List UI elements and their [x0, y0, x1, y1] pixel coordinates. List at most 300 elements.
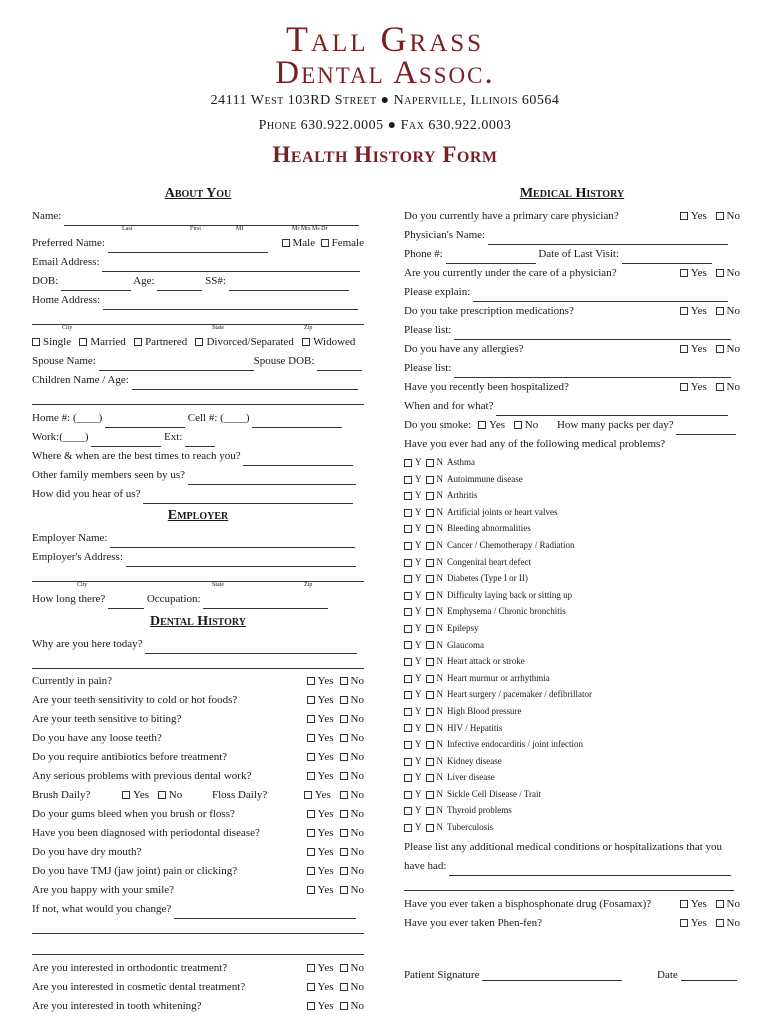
packs-field[interactable]	[676, 422, 736, 435]
condition-no-checkbox[interactable]	[426, 575, 434, 583]
condition-yes-checkbox[interactable]	[404, 476, 412, 484]
title-sublabel: Mr Mrs Ms Dr	[292, 226, 328, 232]
condition-no-checkbox[interactable]	[426, 708, 434, 716]
interest-1-no-checkbox[interactable]	[340, 983, 348, 991]
age-label: Age:	[133, 275, 155, 287]
condition-no-checkbox[interactable]	[426, 559, 434, 567]
additional-line2[interactable]	[404, 876, 734, 891]
primary-no-checkbox[interactable]	[716, 212, 724, 220]
condition-label: Heart murmur or arrhythmia	[447, 672, 550, 683]
condition-row	[404, 769, 740, 786]
dental-q1-options	[307, 691, 364, 710]
dental-q4-question-row	[32, 748, 364, 767]
change-field[interactable]	[174, 906, 356, 919]
widowed-label: Widowed	[313, 336, 356, 348]
condition-no-checkbox[interactable]	[426, 675, 434, 683]
dental-history-heading: Dental History	[149, 614, 247, 629]
marital-row	[32, 333, 364, 352]
medications-yes-checkbox[interactable]	[680, 307, 688, 315]
dental-q2-1-yes-checkbox[interactable]	[307, 829, 315, 837]
condition-label: Diabetes (Type I or II)	[447, 573, 528, 584]
ext-field[interactable]	[185, 434, 215, 447]
children-field[interactable]	[132, 377, 358, 390]
allergies-no-label: No	[726, 343, 740, 355]
hospitalized-yes-checkbox[interactable]	[680, 383, 688, 391]
floss-no-label: No	[350, 789, 364, 801]
date-field[interactable]	[681, 968, 737, 981]
dental-q3-question-label: Do you have any loose teeth?	[32, 732, 162, 744]
condition-n-label: N	[436, 490, 443, 501]
dental-q5-yes-checkbox[interactable]	[307, 772, 315, 780]
bisphosphonate-yes-checkbox[interactable]	[680, 900, 688, 908]
condition-no-checkbox[interactable]	[426, 658, 434, 666]
condition-y-label: Y	[415, 739, 422, 750]
dental-q2-1-no-checkbox[interactable]	[340, 829, 348, 837]
bisphosphonate-no-checkbox[interactable]	[716, 900, 724, 908]
condition-n-label: N	[436, 689, 443, 700]
condition-yes-checkbox[interactable]	[404, 592, 412, 600]
explain-field[interactable]	[473, 289, 728, 302]
smoke-label: Do you smoke:	[404, 419, 472, 431]
cell-label: Cell #: (____)	[187, 412, 250, 424]
dental-q5-no-label: No	[350, 770, 364, 782]
allergies-list-field[interactable]	[454, 365, 731, 378]
dental-q2-4-yes-checkbox[interactable]	[307, 886, 315, 894]
allergies-label: Do you have any allergies?	[404, 343, 524, 355]
condition-yes-checkbox[interactable]	[404, 608, 412, 616]
condition-row	[404, 736, 740, 753]
brush-options	[122, 786, 182, 805]
condition-yes-checkbox[interactable]	[404, 509, 412, 517]
dental-q1-yes-checkbox[interactable]	[307, 696, 315, 704]
condition-label: Tuberculosis	[447, 822, 494, 833]
single-checkbox[interactable]	[32, 338, 40, 346]
why-here-line2[interactable]	[32, 654, 364, 669]
condition-no-checkbox[interactable]	[426, 774, 434, 782]
allergies-yes-label: Yes	[690, 343, 707, 355]
condition-row	[404, 554, 740, 571]
practice-name-line1: Tall Grass	[285, 19, 485, 59]
dental-q0-no-label: No	[350, 675, 364, 687]
smoke-yes-checkbox[interactable]	[478, 421, 486, 429]
interest-1-yes-checkbox[interactable]	[307, 983, 315, 991]
age-field[interactable]	[157, 278, 202, 291]
condition-yes-checkbox[interactable]	[404, 575, 412, 583]
dental-q3-no-checkbox[interactable]	[340, 734, 348, 742]
employer-name-row	[32, 529, 364, 548]
medications-yes-label: Yes	[690, 305, 707, 317]
female-checkbox[interactable]	[321, 239, 329, 247]
employer-city-sublabel: City	[77, 582, 88, 588]
last-sublabel: Last	[122, 226, 133, 232]
spouse-dob-field[interactable]	[317, 358, 362, 371]
dental-q2-4-yes-label: Yes	[317, 884, 334, 896]
dental-q2-question-row	[32, 710, 364, 729]
condition-no-checkbox[interactable]	[426, 758, 434, 766]
condition-n-label: N	[436, 523, 443, 534]
condition-yes-checkbox[interactable]	[404, 758, 412, 766]
condition-no-checkbox[interactable]	[426, 542, 434, 550]
phenfen-row	[404, 914, 740, 933]
condition-y-label: Y	[415, 473, 422, 484]
condition-row	[404, 487, 740, 504]
divorced-label: Divorced/Separated	[206, 336, 294, 348]
work-field[interactable]	[91, 434, 161, 447]
condition-y-label: Y	[415, 656, 422, 667]
condition-no-checkbox[interactable]	[426, 807, 434, 815]
allergies-row	[404, 340, 740, 359]
physician-phone-row	[404, 245, 740, 264]
phenfen-no-checkbox[interactable]	[716, 919, 724, 927]
interest-2-no-checkbox[interactable]	[340, 1002, 348, 1010]
condition-yes-checkbox[interactable]	[404, 824, 412, 832]
condition-label: High Blood pressure	[447, 705, 522, 716]
condition-yes-checkbox[interactable]	[404, 459, 412, 467]
condition-yes-checkbox[interactable]	[404, 708, 412, 716]
condition-row	[404, 504, 740, 521]
why-here-label: Why are you here today?	[32, 638, 143, 650]
condition-y-label: Y	[415, 822, 422, 833]
phone-row	[32, 409, 364, 428]
physician-phone-field[interactable]	[446, 251, 536, 264]
dental-q2-yes-checkbox[interactable]	[307, 715, 315, 723]
brush-no-checkbox[interactable]	[158, 791, 166, 799]
family-row	[32, 466, 364, 485]
condition-no-checkbox[interactable]	[426, 741, 434, 749]
condition-n-label: N	[436, 722, 443, 733]
dental-q2-2-question-row	[32, 843, 364, 862]
home-address-line2[interactable]	[32, 310, 364, 325]
condition-yes-checkbox[interactable]	[404, 791, 412, 799]
family-field[interactable]	[188, 472, 356, 485]
home-address-sub-labels	[32, 325, 364, 333]
dental-q3-yes-checkbox[interactable]	[307, 734, 315, 742]
dental-q3-no-label: No	[350, 732, 364, 744]
children-label: Children Name / Age:	[32, 374, 129, 386]
condition-no-checkbox[interactable]	[426, 509, 434, 517]
condition-y-label: Y	[415, 622, 422, 633]
condition-y-label: Y	[415, 772, 422, 783]
dental-q2-2-no-label: No	[350, 846, 364, 858]
condition-label: Bleeding abnormalities	[447, 523, 531, 534]
name-field[interactable]	[64, 213, 359, 226]
physician-name-field[interactable]	[488, 232, 728, 245]
city-sublabel: City	[62, 325, 73, 331]
spouse-name-field[interactable]	[99, 358, 254, 371]
primary-care-options	[680, 207, 740, 226]
condition-no-checkbox[interactable]	[426, 625, 434, 633]
last-visit-field[interactable]	[622, 251, 712, 264]
allergies-no-checkbox[interactable]	[716, 345, 724, 353]
employer-address-field[interactable]	[126, 554, 356, 567]
condition-yes-checkbox[interactable]	[404, 641, 412, 649]
spouse-dob-label: Spouse DOB:	[253, 355, 315, 367]
condition-y-label: Y	[415, 606, 422, 617]
signature-label: Patient Signature	[404, 969, 480, 981]
under-care-no-checkbox[interactable]	[716, 269, 724, 277]
under-care-no-label: No	[726, 267, 740, 279]
occupation-label: Occupation:	[146, 593, 201, 605]
condition-row	[404, 686, 740, 703]
cell-field[interactable]	[252, 415, 342, 428]
medications-list-field[interactable]	[454, 327, 731, 340]
condition-no-checkbox[interactable]	[426, 525, 434, 533]
packs-label: How many packs per day?	[556, 419, 674, 431]
condition-yes-checkbox[interactable]	[404, 807, 412, 815]
brush-no-label: No	[168, 789, 183, 801]
condition-label: Thyroid problems	[447, 805, 512, 816]
dental-q2-no-checkbox[interactable]	[340, 715, 348, 723]
condition-no-checkbox[interactable]	[426, 791, 434, 799]
interest-0-yes-label: Yes	[317, 962, 334, 974]
physician-name-row	[404, 226, 740, 245]
allergies-yes-checkbox[interactable]	[680, 345, 688, 353]
dental-q2-0-yes-checkbox[interactable]	[307, 810, 315, 818]
practice-address: 24111 West 103RD Street ● Naperville, Illinois 60564	[210, 93, 560, 108]
change-row	[32, 900, 364, 919]
dental-q2-4-question-label: Are you happy with your smile?	[32, 884, 175, 896]
smoke-no-checkbox[interactable]	[514, 421, 522, 429]
preferred-field[interactable]	[108, 240, 268, 253]
dental-q0-no-checkbox[interactable]	[340, 677, 348, 685]
condition-row	[404, 802, 740, 819]
medications-label: Do you take prescription medications?	[404, 305, 574, 317]
dental-q2-2-yes-checkbox[interactable]	[307, 848, 315, 856]
condition-row	[404, 670, 740, 687]
ss-field[interactable]	[229, 278, 349, 291]
floss-no-checkbox[interactable]	[340, 791, 348, 799]
floss-yes-checkbox[interactable]	[304, 791, 312, 799]
condition-no-checkbox[interactable]	[426, 691, 434, 699]
condition-yes-checkbox[interactable]	[404, 525, 412, 533]
primary-yes-checkbox[interactable]	[680, 212, 688, 220]
condition-n-label: N	[436, 805, 443, 816]
brush-yes-checkbox[interactable]	[122, 791, 130, 799]
condition-n-label: N	[436, 622, 443, 633]
change-line3[interactable]	[32, 940, 364, 955]
best-times-field[interactable]	[243, 453, 353, 466]
dental-q1-no-checkbox[interactable]	[340, 696, 348, 704]
condition-row	[404, 537, 740, 554]
condition-n-label: N	[436, 705, 443, 716]
condition-no-checkbox[interactable]	[426, 459, 434, 467]
employer-address-sub-labels	[32, 582, 364, 590]
condition-yes-checkbox[interactable]	[404, 658, 412, 666]
employer-zip-sublabel: Zip	[304, 582, 313, 588]
condition-row	[404, 720, 740, 737]
hear-field[interactable]	[143, 491, 353, 504]
condition-y-label: Y	[415, 573, 422, 584]
condition-y-label: Y	[415, 490, 422, 501]
interest-0-no-label: No	[350, 962, 364, 974]
bisphosphonate-row	[404, 895, 740, 914]
condition-y-label: Y	[415, 722, 422, 733]
dental-q1-question-label: Are your teeth sensitivity to cold or hot foods?	[32, 694, 238, 706]
dental-q3-options	[307, 729, 364, 748]
male-checkbox[interactable]	[282, 239, 290, 247]
condition-yes-checkbox[interactable]	[404, 724, 412, 732]
bisphosphonate-yes-label: Yes	[690, 897, 707, 910]
condition-y-label: Y	[415, 672, 422, 683]
additional-row-1	[404, 838, 740, 857]
dental-q3-yes-label: Yes	[317, 732, 334, 744]
partnered-checkbox[interactable]	[134, 338, 142, 346]
medications-no-checkbox[interactable]	[716, 307, 724, 315]
first-sublabel: First	[190, 226, 202, 232]
floss-options	[304, 786, 364, 805]
state-sublabel: State	[212, 325, 224, 331]
dental-q2-2-no-checkbox[interactable]	[340, 848, 348, 856]
phenfen-yes-label: Yes	[690, 916, 707, 929]
date-row	[657, 968, 737, 981]
condition-yes-checkbox[interactable]	[404, 559, 412, 567]
signature-field[interactable]	[482, 968, 622, 981]
condition-yes-checkbox[interactable]	[404, 741, 412, 749]
home-address-field[interactable]	[103, 297, 358, 310]
employer-address-label: Employer's Address:	[32, 551, 123, 563]
married-label: Married	[90, 336, 126, 348]
condition-label: Autoimmune disease	[447, 473, 523, 484]
brush-label: Brush Daily?	[32, 789, 91, 801]
condition-label: Artificial joints or heart valves	[447, 506, 558, 517]
dental-q5-no-checkbox[interactable]	[340, 772, 348, 780]
condition-row	[404, 570, 740, 587]
email-field[interactable]	[102, 259, 360, 272]
allergies-list-label: Please list:	[404, 362, 452, 374]
additional-label-1: Please list any additional medical conditions or hospitalizations that you	[404, 840, 723, 853]
condition-row	[404, 703, 740, 720]
condition-label: Kidney disease	[447, 755, 502, 766]
change-line2[interactable]	[32, 919, 364, 934]
conditions-list	[404, 454, 740, 836]
allergies-list-row	[404, 359, 740, 378]
left-column	[32, 185, 364, 1016]
how-long-field[interactable]	[108, 596, 144, 609]
dental-q4-question-label: Do you require antibiotics before treatment?	[32, 751, 228, 763]
name-row	[32, 207, 364, 226]
dental-questions-2	[32, 805, 364, 900]
how-long-row	[32, 590, 364, 609]
children-line2[interactable]	[32, 390, 364, 405]
work-row	[32, 428, 364, 447]
why-here-field[interactable]	[145, 641, 357, 654]
condition-y-label: Y	[415, 639, 422, 650]
condition-no-checkbox[interactable]	[426, 724, 434, 732]
interest-0-no-checkbox[interactable]	[340, 964, 348, 972]
condition-yes-checkbox[interactable]	[404, 542, 412, 550]
condition-yes-checkbox[interactable]	[404, 492, 412, 500]
dental-q1-no-label: No	[350, 694, 364, 706]
when-what-field[interactable]	[496, 403, 728, 416]
interest-1-question-row	[32, 978, 364, 997]
divorced-checkbox[interactable]	[195, 338, 203, 346]
employer-address-line2[interactable]	[32, 567, 364, 582]
interest-0-yes-checkbox[interactable]	[307, 964, 315, 972]
condition-y-label: Y	[415, 589, 422, 600]
condition-no-checkbox[interactable]	[426, 492, 434, 500]
dental-q2-2-question-label: Do you have dry mouth?	[32, 846, 142, 858]
condition-n-label: N	[436, 589, 443, 600]
dental-q2-3-no-checkbox[interactable]	[340, 867, 348, 875]
interest-0-question-label: Are you interested in orthodontic treatment?	[32, 962, 228, 974]
bisphosphonate-label: Have you ever taken a bisphosphonate drug (Fosamax)?	[404, 897, 652, 910]
condition-n-label: N	[436, 755, 443, 766]
condition-yes-checkbox[interactable]	[404, 774, 412, 782]
name-sub-labels	[32, 226, 364, 234]
interest-2-options	[307, 997, 364, 1016]
condition-row	[404, 603, 740, 620]
work-label: Work:(____)	[32, 431, 89, 443]
condition-no-checkbox[interactable]	[426, 608, 434, 616]
dental-q2-1-question-label: Have you been diagnosed with periodontal disease?	[32, 827, 260, 839]
phenfen-yes-checkbox[interactable]	[680, 919, 688, 927]
home-phone-field[interactable]	[105, 415, 185, 428]
employer-heading: Employer	[167, 508, 229, 523]
additional-row-2	[404, 857, 740, 876]
condition-y-label: Y	[415, 523, 422, 534]
interest-2-yes-checkbox[interactable]	[307, 1002, 315, 1010]
primary-no-label: No	[726, 210, 740, 222]
under-care-yes-checkbox[interactable]	[680, 269, 688, 277]
email-row	[32, 253, 364, 272]
dental-q2-3-yes-checkbox[interactable]	[307, 867, 315, 875]
condition-label: Congenital heart defect	[447, 556, 531, 567]
dob-field[interactable]	[61, 278, 131, 291]
married-checkbox[interactable]	[79, 338, 87, 346]
condition-n-label: N	[436, 473, 443, 484]
employer-name-field[interactable]	[110, 535, 355, 548]
condition-label: Difficulty laying back or sitting up	[447, 589, 573, 600]
condition-label: Epilepsy	[447, 622, 479, 633]
condition-no-checkbox[interactable]	[426, 592, 434, 600]
under-care-options	[680, 264, 740, 283]
additional-field[interactable]	[449, 863, 731, 876]
dental-q4-yes-checkbox[interactable]	[307, 753, 315, 761]
medications-row	[404, 302, 740, 321]
interest-1-options	[307, 978, 364, 997]
dental-q3-question-row	[32, 729, 364, 748]
dental-q4-no-checkbox[interactable]	[340, 753, 348, 761]
hospitalized-label: Have you recently been hospitalized?	[404, 381, 569, 393]
widowed-checkbox[interactable]	[302, 338, 310, 346]
male-label: Male	[292, 237, 316, 249]
dental-q2-4-no-checkbox[interactable]	[340, 886, 348, 894]
dental-q2-1-yes-label: Yes	[317, 827, 334, 839]
dental-q2-options	[307, 710, 364, 729]
condition-y-label: Y	[415, 457, 422, 467]
dental-q2-0-options	[307, 805, 364, 824]
interest-1-no-label: No	[350, 981, 364, 993]
employer-state-sublabel: State	[212, 582, 224, 588]
dental-q5-question-label: Any serious problems with previous dental work?	[32, 770, 252, 782]
condition-yes-checkbox[interactable]	[404, 675, 412, 683]
occupation-field[interactable]	[203, 596, 328, 609]
dental-q2-no-label: No	[350, 713, 364, 725]
dental-q0-yes-checkbox[interactable]	[307, 677, 315, 685]
hear-row	[32, 485, 364, 504]
dental-q2-0-no-checkbox[interactable]	[340, 810, 348, 818]
hospitalized-no-checkbox[interactable]	[716, 383, 724, 391]
condition-label: Sickle Cell Disease / Trait	[447, 788, 541, 799]
condition-no-checkbox[interactable]	[426, 641, 434, 649]
dental-q2-0-question-row	[32, 805, 364, 824]
condition-no-checkbox[interactable]	[426, 476, 434, 484]
dental-q4-no-label: No	[350, 751, 364, 763]
condition-no-checkbox[interactable]	[426, 824, 434, 832]
condition-yes-checkbox[interactable]	[404, 625, 412, 633]
condition-yes-checkbox[interactable]	[404, 691, 412, 699]
condition-row	[404, 454, 740, 471]
